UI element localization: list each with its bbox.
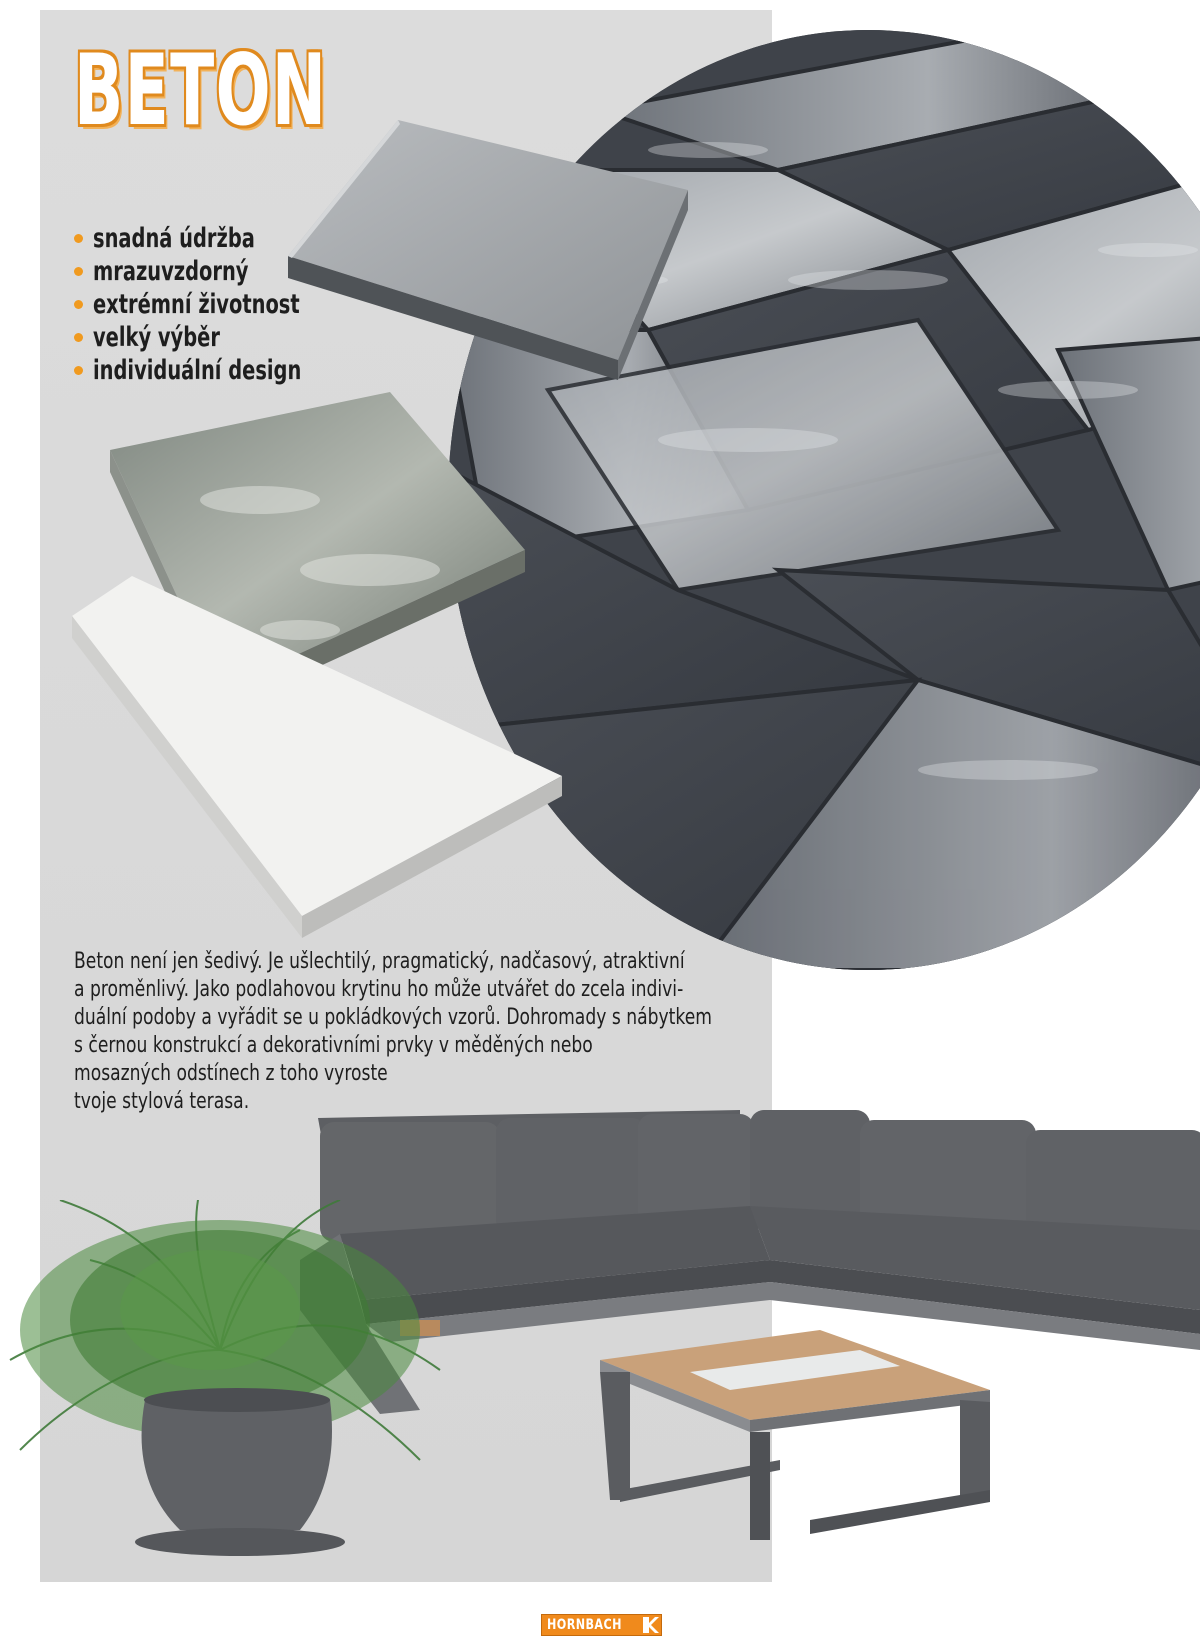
hornbach-k-icon [643,1617,659,1633]
brand-name: HORNBACH [547,1617,622,1633]
intro-line: tvoje stylová terasa. [74,1089,250,1114]
feature-item: snadná údržba [74,222,382,255]
bullet-icon [74,300,83,309]
feature-list [74,222,382,387]
feature-item: velký výběr [74,321,382,354]
bullet-icon [74,234,83,243]
intro-line: mosazných odstínech z toho vyroste [74,1061,388,1086]
potted-grass-plant [0,1200,460,1580]
intro-line: duální podoby a vyřádit se u pokládkových vzorů. Dohromady s nábytkem [74,1005,712,1030]
page-title: BETON [74,34,328,148]
bullet-icon [74,366,83,375]
intro-line: a proměnlivý. Jako podlahovou krytinu ho může utvářet do zcela indivi- [74,977,684,1002]
intro-paragraph [74,948,712,1116]
feature-item: individuální design [74,354,382,387]
intro-line: s černou konstrukcí a dekorativními prvky v měděných nebo [74,1033,593,1058]
bullet-icon [74,333,83,342]
hornbach-logo [541,1614,662,1636]
feature-item: mrazuvzdorný [74,255,382,288]
tile-white [72,576,572,946]
intro-line: Beton není jen šedivý. Je ušlechtilý, pragmatický, nadčasový, atraktivní [74,949,685,974]
bullet-icon [74,267,83,276]
feature-item: extrémní životnost [74,288,382,321]
